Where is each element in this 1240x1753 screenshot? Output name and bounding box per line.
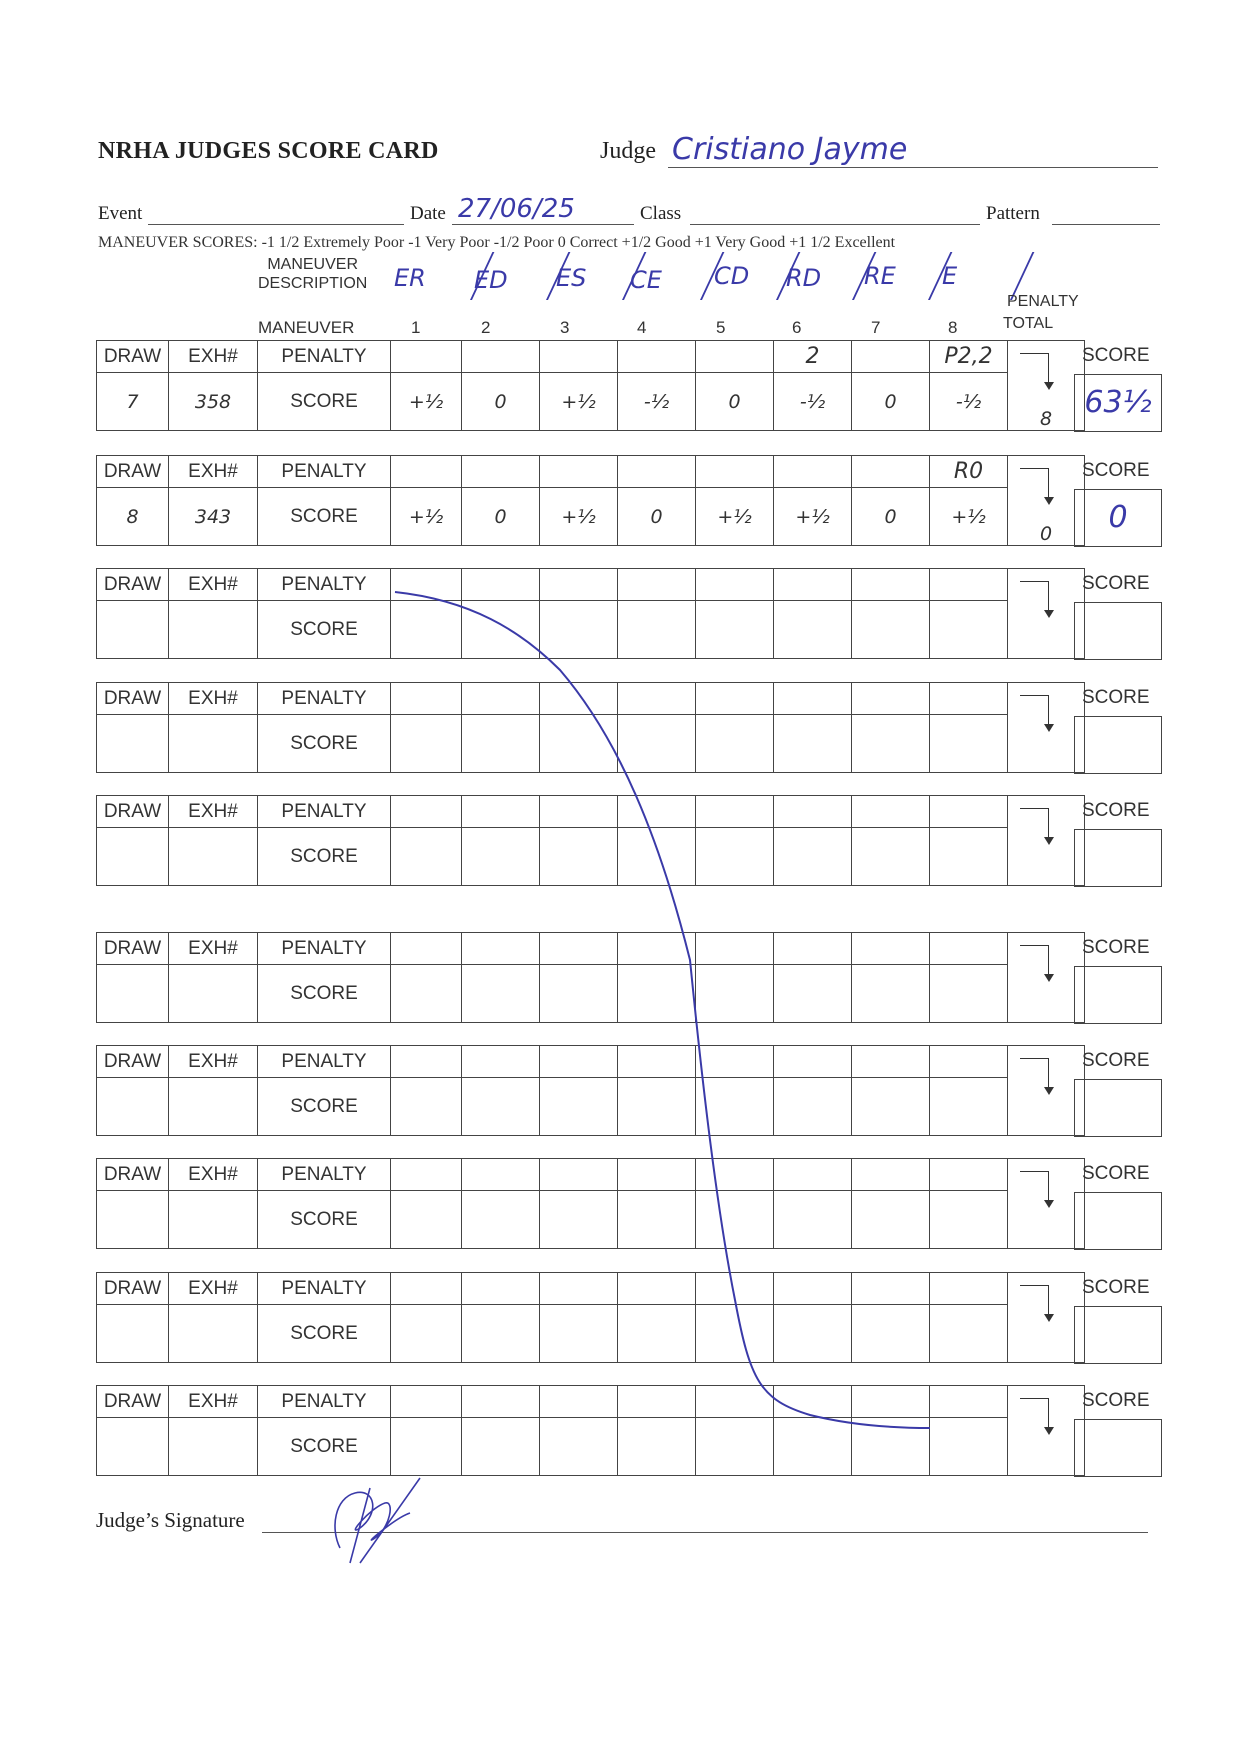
- maneuver-number-4: 4: [637, 318, 647, 337]
- penalty-cell[interactable]: 2: [774, 341, 852, 373]
- desc-1: ER: [394, 264, 426, 292]
- total-score-label: SCORE: [1082, 937, 1150, 958]
- penalty-label: PENALTY: [258, 1273, 391, 1305]
- maneuver-score-cell[interactable]: 0: [852, 488, 930, 546]
- total-score-label: SCORE: [1082, 460, 1150, 481]
- penalty-cell[interactable]: R0: [930, 456, 1008, 488]
- score-label: SCORE: [258, 1078, 391, 1136]
- total-score-label: SCORE: [1082, 1277, 1150, 1298]
- total-score-label: SCORE: [1082, 687, 1150, 708]
- total-score-label: SCORE: [1082, 800, 1150, 821]
- exh-label: EXH#: [169, 569, 258, 601]
- draw-label: DRAW: [97, 341, 169, 373]
- maneuver-score-cell[interactable]: +½: [391, 373, 462, 431]
- maneuver-score-cell[interactable]: 0: [852, 373, 930, 431]
- penalty-label: PENALTY: [258, 683, 391, 715]
- total-score-label: SCORE: [1082, 1050, 1150, 1071]
- desc-2: ED: [474, 266, 508, 294]
- maneuver-number-3: 3: [560, 318, 570, 337]
- maneuver-number-6: 6: [792, 318, 802, 337]
- score-label: SCORE: [258, 1305, 391, 1363]
- desc-3: ES: [556, 264, 587, 292]
- class-label: Class: [640, 203, 682, 224]
- exh-label: EXH#: [169, 1159, 258, 1191]
- total-score-label: SCORE: [1082, 1163, 1150, 1184]
- draw-label: DRAW: [97, 1159, 169, 1191]
- maneuver-score-cell[interactable]: -½: [618, 373, 696, 431]
- maneuver-score-cell[interactable]: +½: [930, 488, 1008, 546]
- draw-label: DRAW: [97, 456, 169, 488]
- penalty-cell[interactable]: P2,2: [930, 341, 1008, 373]
- maneuver-score-cell[interactable]: 0: [696, 373, 774, 431]
- maneuver-score-cell[interactable]: 0: [462, 373, 540, 431]
- score-label: SCORE: [258, 715, 391, 773]
- maneuver-number-5: 5: [716, 318, 726, 337]
- desc-6: RD: [786, 264, 822, 292]
- score-label: SCORE: [258, 488, 391, 546]
- penalty-label: PENALTY: [258, 569, 391, 601]
- maneuver-description-line1: MANEUVER: [267, 256, 359, 273]
- exh-cell[interactable]: 343: [169, 488, 258, 546]
- pattern-label: Pattern: [986, 203, 1040, 224]
- maneuver-score-cell[interactable]: +½: [696, 488, 774, 546]
- maneuver-score-cell[interactable]: -½: [930, 373, 1008, 431]
- total-score-box[interactable]: 0: [1074, 489, 1162, 547]
- maneuver-number-1: 1: [411, 318, 421, 337]
- score-label: SCORE: [258, 373, 391, 431]
- penalty-label: PENALTY: [258, 1046, 391, 1078]
- maneuver-score-cell[interactable]: -½: [774, 373, 852, 431]
- draw-label: DRAW: [97, 1273, 169, 1305]
- penalty-total-line1: PENALTY: [1007, 293, 1079, 310]
- total-score-label: SCORE: [1082, 1390, 1150, 1411]
- maneuver-description-line2: DESCRIPTION: [258, 275, 368, 292]
- date-label: Date: [410, 203, 446, 224]
- penalty-total-value: 0: [1039, 523, 1053, 545]
- exh-label: EXH#: [169, 341, 258, 373]
- maneuver-scores-legend: MANEUVER SCORES: -1 1/2 Extremely Poor -1 Very Poor -1/2 Poor 0 Correct +1/2 Good +1 Very Good +1 1/2 Excellent: [98, 234, 896, 251]
- maneuver-header: MANEUVER: [258, 318, 355, 337]
- penalty-total-line2: TOTAL: [1003, 315, 1054, 332]
- desc-5: CD: [714, 262, 750, 290]
- penalty-label: PENALTY: [258, 796, 391, 828]
- strike-through-curve: [395, 592, 930, 1428]
- maneuver-score-cell[interactable]: +½: [540, 373, 618, 431]
- draw-cell[interactable]: 7: [97, 373, 169, 431]
- draw-label: DRAW: [97, 933, 169, 965]
- exh-cell[interactable]: 358: [169, 373, 258, 431]
- judge-name[interactable]: Cristiano Jayme: [672, 132, 908, 167]
- exh-label: EXH#: [169, 1273, 258, 1305]
- desc-4: CE: [630, 266, 662, 294]
- penalty-label: PENALTY: [258, 1159, 391, 1191]
- maneuver-number-2: 2: [481, 318, 491, 337]
- judge-signature-label: Judge’s Signature: [96, 1508, 245, 1532]
- exh-label: EXH#: [169, 933, 258, 965]
- penalty-label: PENALTY: [258, 933, 391, 965]
- maneuver-number-8: 8: [948, 318, 958, 337]
- penalty-label: PENALTY: [258, 341, 391, 373]
- total-score-box[interactable]: 63½: [1074, 374, 1162, 432]
- maneuver-number-7: 7: [871, 318, 881, 337]
- maneuver-score-cell[interactable]: +½: [774, 488, 852, 546]
- desc-8: E: [942, 262, 958, 290]
- draw-label: DRAW: [97, 796, 169, 828]
- total-score-label: SCORE: [1082, 345, 1150, 366]
- total-score-label: SCORE: [1082, 573, 1150, 594]
- maneuver-score-cell[interactable]: +½: [540, 488, 618, 546]
- maneuver-score-cell[interactable]: 0: [462, 488, 540, 546]
- penalty-label: PENALTY: [258, 1386, 391, 1418]
- judge-label: Judge: [600, 138, 656, 164]
- score-label: SCORE: [258, 1191, 391, 1249]
- draw-label: DRAW: [97, 569, 169, 601]
- draw-cell[interactable]: 8: [97, 488, 169, 546]
- date-value: 27/06/25: [458, 194, 575, 224]
- exh-label: EXH#: [169, 456, 258, 488]
- score-label: SCORE: [258, 601, 391, 659]
- penalty-label: PENALTY: [258, 456, 391, 488]
- score-label: SCORE: [258, 828, 391, 886]
- score-label: SCORE: [258, 965, 391, 1023]
- judge-signature-mark: [300, 1468, 450, 1568]
- draw-label: DRAW: [97, 1386, 169, 1418]
- draw-label: DRAW: [97, 1046, 169, 1078]
- exh-label: EXH#: [169, 683, 258, 715]
- card-title: NRHA JUDGES SCORE CARD: [98, 138, 439, 164]
- draw-label: DRAW: [97, 683, 169, 715]
- maneuver-score-cell[interactable]: +½: [391, 488, 462, 546]
- desc-7: RE: [864, 262, 896, 290]
- event-label: Event: [98, 203, 143, 224]
- exh-label: EXH#: [169, 1046, 258, 1078]
- exh-label: EXH#: [169, 1386, 258, 1418]
- maneuver-score-cell[interactable]: 0: [618, 488, 696, 546]
- penalty-total-value: 8: [1039, 408, 1053, 430]
- exh-label: EXH#: [169, 796, 258, 828]
- score-label: SCORE: [258, 1418, 391, 1476]
